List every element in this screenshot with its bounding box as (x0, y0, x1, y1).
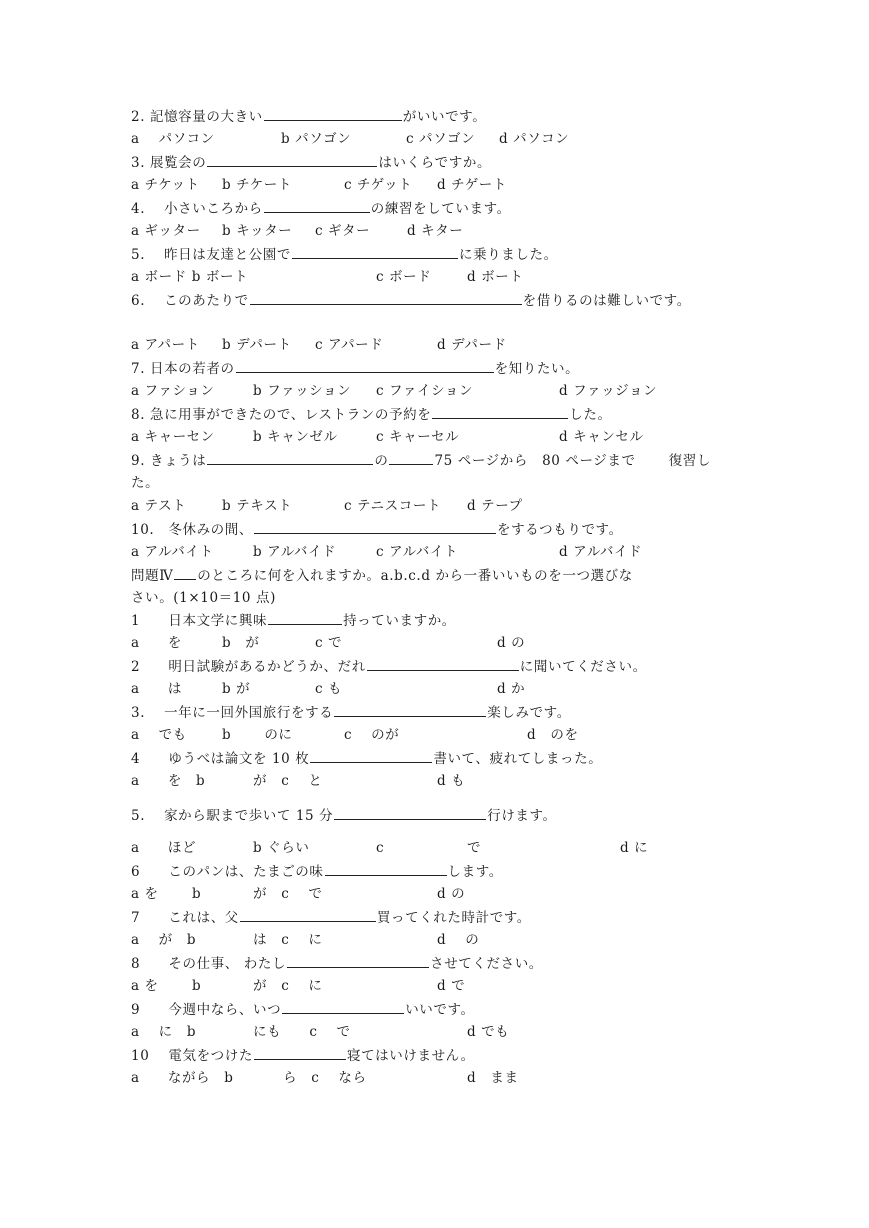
answer-blank (264, 198, 370, 213)
answer-blank (207, 152, 377, 167)
answer-option: b デパート (222, 337, 292, 353)
answer-option: a パソコン (131, 131, 215, 147)
answer-option: d まま (467, 1070, 519, 1086)
answer-blank (250, 290, 522, 305)
question-text: 3. 一年に一回外国旅行をする (131, 705, 334, 721)
question-line (131, 473, 159, 493)
question-text: がいいです。 (402, 109, 487, 125)
question-line (131, 588, 276, 608)
answer-blank (254, 1045, 346, 1060)
question-text: 2. 記憶容量の大きい (131, 109, 263, 125)
question-text: 問題Ⅳ (131, 568, 174, 584)
answer-option: a に b (131, 1024, 197, 1040)
answer-option: d ファッジョン (559, 383, 658, 399)
answer-option: b が (222, 635, 260, 651)
question-text: さい。(1×10＝10 点) (131, 590, 276, 606)
question-text: 8. 急に用事ができたので、レストランの予約を (131, 407, 432, 423)
answer-option: で (467, 840, 482, 856)
answer-option: c キャーセル (376, 429, 460, 445)
options-line (131, 1022, 751, 1042)
answer-option: a チケット (131, 177, 200, 193)
answer-blank (268, 610, 342, 625)
answer-option: d の (437, 886, 466, 902)
answer-blank (334, 805, 486, 820)
question-line (131, 656, 647, 677)
answer-blank (282, 999, 404, 1014)
answer-blank (240, 907, 376, 922)
answer-blank (389, 450, 433, 465)
question-text: 1 日本文学に興味 (131, 613, 268, 629)
answer-option: が c と (253, 773, 323, 789)
question-line (131, 999, 475, 1020)
question-text: いいです。 (405, 1002, 475, 1018)
question-text: 7 これは、父 (131, 910, 239, 926)
answer-option: d チゲート (437, 177, 507, 193)
options-line (131, 335, 751, 355)
answer-option: d のを (527, 727, 579, 743)
answer-option: a を (131, 978, 159, 994)
answer-option: c パソゴン (406, 131, 476, 147)
answer-option: a を (131, 886, 159, 902)
answer-option: d の (497, 635, 526, 651)
answer-option: b が (222, 681, 251, 697)
question-text: 寝てはいけません。 (346, 1048, 475, 1064)
question-text: 5. 家から駅まで歩いて 15 分 (131, 808, 334, 824)
question-text: 持っていますか。 (343, 613, 456, 629)
question-line (131, 565, 633, 586)
answer-blank (325, 861, 447, 876)
options-line (131, 725, 751, 745)
answer-option: c のが (344, 727, 400, 743)
answer-option: d キャンセル (559, 429, 644, 445)
answer-option: b (192, 886, 202, 902)
answer-option: b チケート (222, 177, 292, 193)
answer-option: a ボード b ボート (131, 269, 249, 285)
question-text: 3. 展覧会の (131, 155, 207, 171)
question-line (131, 198, 511, 219)
answer-option: c も (315, 681, 343, 697)
question-text: 7. 日本の若者の (131, 361, 235, 377)
answer-blank (292, 244, 458, 259)
question-text: 75 ページから 80 ページまで 復習し (434, 453, 711, 469)
question-text: のところに何を入れますか。a.b.c.d から一番いいものを一つ選びな (197, 568, 633, 584)
answer-option: a テスト (131, 498, 187, 514)
question-text: 9 今週中なら、いつ (131, 1002, 282, 1018)
options-line (131, 542, 751, 562)
answer-option: a キャーセン (131, 429, 215, 445)
answer-option: b ファッション (253, 383, 352, 399)
answer-option: a を (131, 635, 182, 651)
question-text: をするつもりです。 (496, 522, 623, 538)
answer-option: a を b (131, 773, 206, 789)
answer-blank (236, 358, 494, 373)
answer-option: d に (620, 840, 649, 856)
answer-blank (174, 565, 196, 580)
question-text: 4. 小さいころから (131, 201, 263, 217)
answer-option: d テープ (467, 498, 523, 514)
answer-option: にも c で (253, 1024, 351, 1040)
answer-option: d キター (407, 223, 464, 239)
question-line (131, 106, 486, 127)
options-line (131, 976, 751, 996)
question-text: 買ってくれた時計です。 (376, 910, 531, 926)
question-text: の練習をしています。 (370, 201, 511, 217)
question-line (131, 953, 543, 974)
question-text: させてください。 (430, 956, 543, 972)
answer-option: d でも (467, 1024, 510, 1040)
answer-option: b ぐらい (253, 840, 310, 856)
question-line (131, 861, 503, 882)
question-text: 5. 昨日は友達と公園で (131, 247, 291, 263)
answer-option: d アルバイド (559, 544, 643, 560)
options-line (131, 427, 751, 447)
answer-blank (287, 953, 429, 968)
options-line (131, 633, 751, 653)
question-line (131, 450, 711, 471)
answer-option: b パソゴン (281, 131, 352, 147)
answer-option: a アパート (131, 337, 200, 353)
question-line (131, 404, 612, 425)
answer-option: c ファイション (376, 383, 474, 399)
question-text: に聞いてください。 (519, 659, 647, 675)
question-text: を借りるのは難しいです。 (522, 293, 691, 309)
question-text: の (374, 453, 389, 469)
question-text: 9. きょうは (131, 453, 207, 469)
answer-option: a アルバイト (131, 544, 214, 560)
options-line (131, 930, 751, 950)
options-line (131, 175, 751, 195)
answer-option: d で (437, 978, 466, 994)
question-text: を知りたい。 (494, 361, 580, 377)
answer-option: b テキスト (222, 498, 293, 514)
question-text: 2 明日試験があるかどうか、だれ (131, 659, 366, 675)
answer-option: a でも (131, 727, 187, 743)
question-line (131, 702, 571, 723)
question-line (131, 152, 491, 173)
options-line (131, 267, 751, 287)
question-text: 楽しみです。 (487, 705, 571, 721)
answer-option: c テニスコート (344, 498, 442, 514)
question-text: します。 (447, 864, 503, 880)
options-line (131, 221, 751, 241)
answer-option: b アルバイド (253, 544, 337, 560)
question-text: 6. このあたりで (131, 293, 249, 309)
answer-option: が c に (253, 978, 323, 994)
answer-option: b キャンゼル (253, 429, 338, 445)
answer-option: d パソコン (499, 131, 570, 147)
answer-option: b (192, 978, 202, 994)
question-line (131, 244, 558, 265)
answer-blank (432, 404, 568, 419)
options-line (131, 1068, 751, 1088)
answer-option: d か (497, 681, 526, 697)
question-text: 10 電気をつけた (131, 1048, 253, 1064)
answer-option: c ボード (376, 269, 432, 285)
answer-option: c アパード (315, 337, 384, 353)
question-text: 4 ゆうべは論文を 10 枚 (131, 751, 310, 767)
question-line (131, 519, 623, 540)
options-line (131, 129, 751, 149)
question-line (131, 610, 456, 631)
answer-option: c アルバイト (376, 544, 459, 560)
answer-option: d の (437, 932, 480, 948)
question-text: 6 このパンは、たまごの味 (131, 864, 324, 880)
answer-option: a ながら b (131, 1070, 234, 1086)
options-line (131, 838, 751, 858)
answer-option: a ほど (131, 840, 197, 856)
question-text: 10. 冬休みの間、 (131, 522, 253, 538)
options-line (131, 496, 751, 516)
answer-option: c ギター (315, 223, 371, 239)
question-text: した。 (569, 407, 612, 423)
options-line (131, 381, 751, 401)
answer-option: a は (131, 681, 182, 697)
answer-blank (207, 450, 373, 465)
answer-option: a ギッター (131, 223, 201, 239)
question-text: た。 (131, 475, 160, 491)
answer-option: ら c なら (283, 1070, 367, 1086)
options-line (131, 771, 751, 791)
question-line (131, 1045, 475, 1066)
answer-blank (264, 106, 402, 121)
answer-option: d デパード (437, 337, 507, 353)
answer-option: d ボート (467, 269, 524, 285)
answer-blank (254, 519, 496, 534)
question-text: はいくらですか。 (378, 155, 492, 171)
answer-option: a が b (131, 932, 197, 948)
question-text: 行けます。 (487, 808, 557, 824)
answer-option: d も (437, 773, 466, 789)
answer-option: c で (315, 635, 343, 651)
answer-option: c (376, 840, 385, 856)
question-text: に乗りました。 (458, 247, 558, 263)
answer-option: が c で (253, 886, 323, 902)
question-line (131, 358, 579, 379)
answer-option: b キッター (222, 223, 293, 239)
answer-blank (310, 748, 432, 763)
answer-blank (367, 656, 519, 671)
question-line (131, 907, 531, 928)
question-line (131, 748, 602, 769)
answer-option: c チゲット (344, 177, 413, 193)
answer-option: a ファション (131, 383, 215, 399)
question-text: 8 その仕事、 わたし (131, 956, 287, 972)
question-text: 書いて、疲れてしまった。 (433, 751, 603, 767)
options-line (131, 884, 751, 904)
answer-blank (334, 702, 486, 717)
options-line (131, 679, 751, 699)
question-line (131, 805, 557, 826)
answer-option: は c に (253, 932, 323, 948)
question-line (131, 290, 691, 311)
answer-option: b のに (222, 727, 293, 743)
